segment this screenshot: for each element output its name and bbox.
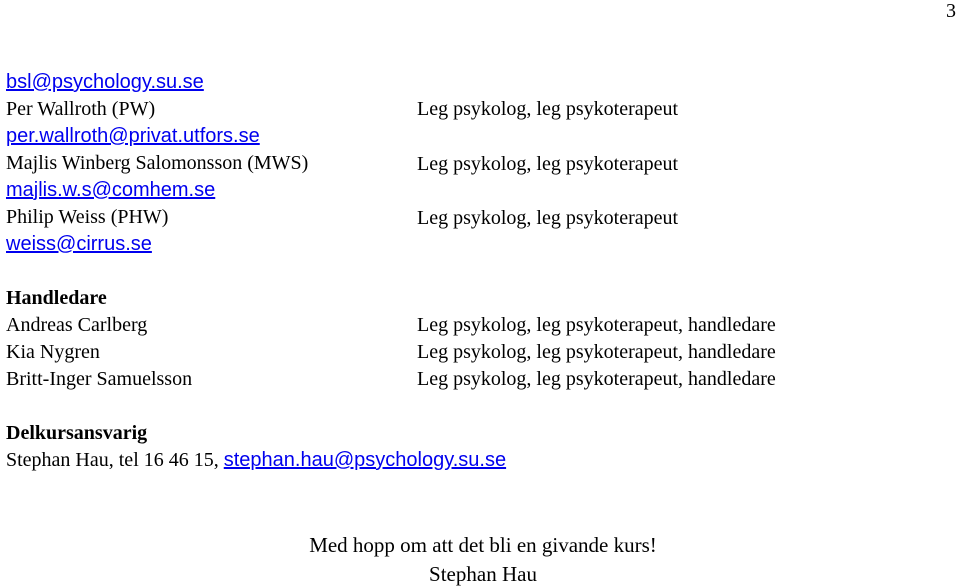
course-responsible-contact — [6, 447, 506, 473]
supervisors-heading: Handledare — [6, 287, 107, 309]
supervisor-title-carlberg: Leg psykolog, leg psykoterapeut, handledare — [417, 314, 776, 336]
course-responsible-contact-text: Stephan Hau, tel 16 46 15, — [6, 449, 224, 471]
teacher-name-mws: Majlis Winberg Salomonsson (MWS) — [6, 152, 309, 174]
teacher-name-phw: Philip Weiss (PHW) — [6, 206, 169, 228]
course-responsible-heading: Delkursansvarig — [6, 422, 148, 444]
supervisor-title-nygren: Leg psykolog, leg psykoterapeut, handledare — [417, 341, 776, 363]
supervisor-name-samuelsson: Britt-Inger Samuelsson — [6, 368, 193, 390]
supervisor-name-nygren: Kia Nygren — [6, 341, 100, 363]
supervisor-name-carlberg: Andreas Carlberg — [6, 314, 148, 336]
email-link-mws[interactable]: majlis.w.s@comhem.se — [6, 179, 216, 201]
closing-signature: Stephan Hau — [429, 562, 537, 586]
page-number: 3 — [946, 0, 956, 22]
email-link-bsl[interactable]: bsl@psychology.su.se — [6, 71, 204, 93]
teacher-title-pw: Leg psykolog, leg psykoterapeut — [417, 98, 679, 120]
email-link-phw[interactable]: weiss@cirrus.se — [6, 233, 152, 255]
closing-message: Med hopp om att det bli en givande kurs! — [309, 533, 657, 557]
teacher-title-mws: Leg psykolog, leg psykoterapeut — [417, 153, 679, 175]
email-link-hau[interactable]: stephan.hau@psychology.su.se — [223, 449, 507, 471]
teacher-title-phw: Leg psykolog, leg psykoterapeut — [417, 207, 679, 229]
teacher-name-pw: Per Wallroth (PW) — [6, 98, 156, 120]
supervisor-title-samuelsson: Leg psykolog, leg psykoterapeut, handledare — [417, 368, 776, 390]
email-link-pw[interactable]: per.wallroth@privat.utfors.se — [6, 125, 260, 147]
